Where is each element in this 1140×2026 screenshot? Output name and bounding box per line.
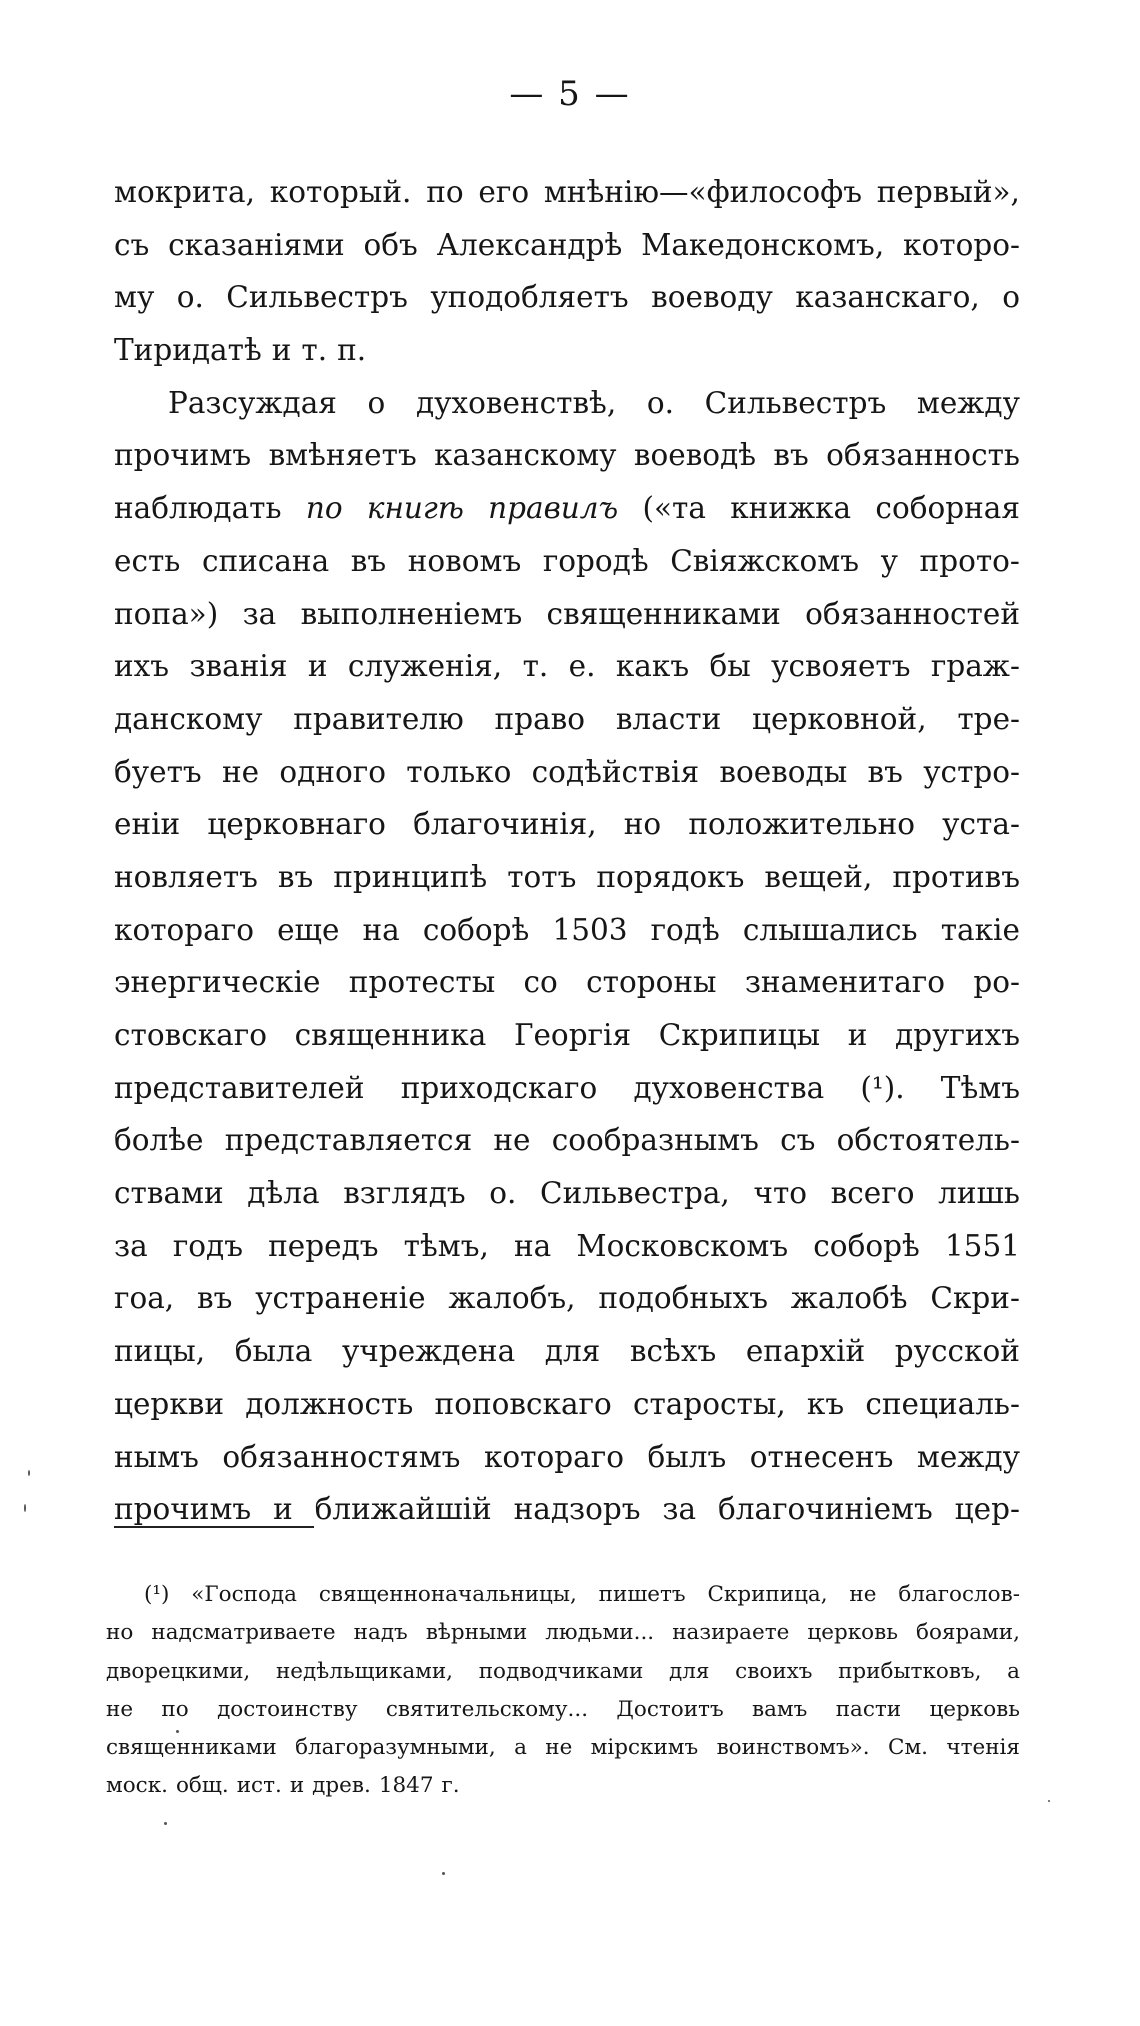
word: (¹) bbox=[144, 1582, 170, 1607]
word: правителю bbox=[293, 701, 464, 736]
word: его bbox=[478, 175, 530, 209]
word: См. bbox=[888, 1735, 929, 1761]
word: воеводу bbox=[651, 280, 773, 315]
word: моск. bbox=[106, 1773, 168, 1799]
word: вамъ bbox=[752, 1696, 808, 1722]
word: усвояетъ bbox=[771, 649, 911, 684]
word: прото- bbox=[919, 543, 1020, 578]
word: (¹). bbox=[860, 1070, 905, 1105]
word: между bbox=[916, 1439, 1020, 1474]
word: мірскимъ bbox=[590, 1735, 699, 1761]
word: мокрита, bbox=[114, 175, 255, 209]
word: только bbox=[406, 754, 512, 789]
word: передъ bbox=[268, 1228, 379, 1263]
word: («та bbox=[642, 491, 706, 526]
text-line bbox=[114, 482, 1020, 535]
word: а bbox=[1007, 1658, 1020, 1684]
word: русской bbox=[894, 1334, 1020, 1369]
word: г. bbox=[441, 1773, 460, 1799]
word: Сильвестръ bbox=[226, 280, 408, 315]
word: не bbox=[545, 1735, 573, 1761]
word: годѣ bbox=[650, 912, 720, 947]
word: церковнаго bbox=[207, 807, 386, 842]
word: нымъ bbox=[114, 1439, 199, 1474]
footnote-line bbox=[106, 1614, 1020, 1652]
word: былъ bbox=[647, 1439, 727, 1474]
word: знаменитаго bbox=[744, 965, 946, 1000]
word: подобныхъ bbox=[598, 1281, 768, 1316]
footnote-divider bbox=[114, 1526, 314, 1528]
word: противъ bbox=[892, 859, 1020, 894]
word: власти bbox=[615, 701, 722, 736]
word: о. bbox=[646, 385, 674, 420]
word: прибытковъ, bbox=[838, 1658, 982, 1684]
text-line bbox=[114, 535, 1020, 588]
word: тотъ bbox=[507, 859, 577, 894]
word: благочиніемъ bbox=[718, 1492, 933, 1527]
word: тѣмъ, bbox=[403, 1228, 489, 1263]
word: чтенія bbox=[946, 1735, 1020, 1761]
word: устраненіе bbox=[255, 1281, 426, 1316]
word: къ bbox=[806, 1386, 845, 1421]
word: городѣ bbox=[542, 543, 649, 578]
text-line bbox=[114, 588, 1020, 641]
text-line bbox=[114, 1062, 1020, 1115]
word: для bbox=[669, 1658, 710, 1684]
word: церковь bbox=[929, 1696, 1020, 1722]
word: сообразнымъ bbox=[551, 1123, 759, 1158]
word: Георгія bbox=[513, 1018, 632, 1052]
word: дворецкими, bbox=[106, 1658, 251, 1684]
word: а bbox=[514, 1735, 527, 1761]
scan-speck bbox=[1048, 1800, 1050, 1802]
word: вмѣняетъ bbox=[268, 438, 417, 473]
text-line bbox=[114, 1009, 1020, 1062]
word: о bbox=[1002, 280, 1020, 315]
word: со bbox=[523, 965, 558, 1000]
word: и bbox=[307, 649, 328, 684]
word: обязанность bbox=[826, 438, 1020, 473]
footnote-line bbox=[106, 1767, 1020, 1805]
word: Московскомъ bbox=[576, 1228, 789, 1263]
word: о. bbox=[489, 1176, 517, 1211]
word: и bbox=[847, 1018, 868, 1052]
word: уподобляетъ bbox=[430, 280, 629, 315]
word: обязанностямъ bbox=[222, 1439, 461, 1474]
text-line bbox=[114, 1325, 1020, 1378]
word: наблюдать bbox=[114, 491, 282, 526]
word: боярами, bbox=[916, 1620, 1020, 1646]
word: годъ bbox=[172, 1228, 243, 1263]
text-line bbox=[114, 1167, 1020, 1220]
word: Скри- bbox=[930, 1281, 1020, 1316]
word: недѣльщиками, bbox=[275, 1658, 454, 1684]
text-line bbox=[114, 904, 1020, 957]
scan-speck bbox=[176, 1730, 179, 1733]
word: надъ bbox=[353, 1620, 408, 1646]
word: не bbox=[106, 1696, 134, 1722]
scan-speck bbox=[24, 1504, 26, 1512]
word: которо- bbox=[903, 227, 1020, 262]
word: у bbox=[880, 543, 898, 578]
text-line bbox=[114, 166, 1020, 219]
word: всего bbox=[830, 1176, 915, 1211]
word: воеводѣ bbox=[633, 438, 757, 473]
footnote-line bbox=[106, 1691, 1020, 1729]
word: прочимъ bbox=[114, 1492, 252, 1527]
word: церковной, bbox=[752, 701, 927, 736]
word: святительскому... bbox=[385, 1696, 589, 1722]
text-line bbox=[114, 956, 1020, 1009]
word: своихъ bbox=[735, 1658, 813, 1684]
word: не bbox=[493, 1123, 531, 1158]
word: который. bbox=[269, 175, 412, 209]
word: 1503 bbox=[552, 912, 628, 947]
word: духовенства bbox=[633, 1070, 825, 1105]
word: въ bbox=[350, 543, 387, 578]
text-line bbox=[114, 798, 1020, 851]
word: новомъ bbox=[407, 543, 522, 578]
word: Разсуждая bbox=[168, 385, 337, 420]
word: данскому bbox=[114, 701, 263, 736]
footnote-line bbox=[106, 1653, 1020, 1691]
footnote-line bbox=[106, 1576, 1020, 1614]
word: и bbox=[271, 333, 292, 368]
word: казанскаго, bbox=[795, 280, 980, 315]
word: съ bbox=[780, 1123, 816, 1158]
word: другихъ bbox=[895, 1018, 1020, 1052]
word: по bbox=[305, 491, 343, 526]
word: устро- bbox=[923, 754, 1020, 789]
scan-speck bbox=[28, 1470, 30, 1476]
word: сказаніями bbox=[168, 227, 345, 262]
word: Скрипица, bbox=[707, 1582, 828, 1607]
scan-speck bbox=[442, 1872, 445, 1875]
word: т. bbox=[522, 649, 549, 684]
word: для bbox=[544, 1334, 601, 1369]
word: еще bbox=[277, 912, 340, 947]
footnote bbox=[106, 1576, 1020, 1806]
word: право bbox=[494, 701, 586, 736]
word: лишь bbox=[938, 1176, 1020, 1211]
text-line bbox=[114, 746, 1020, 799]
word: 1551 bbox=[944, 1228, 1020, 1263]
word: священноначальницы, bbox=[318, 1582, 577, 1607]
word: одного bbox=[279, 754, 386, 789]
word: священниками bbox=[106, 1735, 277, 1761]
word: ближайшій bbox=[314, 1492, 492, 1527]
word: книжка bbox=[730, 491, 852, 526]
scan-speck bbox=[164, 1822, 167, 1825]
word: мнѣнію—«философъ bbox=[543, 175, 862, 209]
word: людьми... bbox=[545, 1620, 655, 1646]
word: за bbox=[662, 1492, 697, 1527]
word: церковь bbox=[807, 1620, 898, 1646]
word: но bbox=[106, 1620, 134, 1646]
word: подводчиками bbox=[478, 1658, 644, 1684]
word: первый», bbox=[876, 175, 1020, 209]
word: «Господа bbox=[191, 1582, 297, 1607]
word: по bbox=[161, 1696, 189, 1722]
word: не bbox=[221, 754, 260, 789]
word: о bbox=[367, 385, 386, 420]
word: ствами bbox=[114, 1176, 224, 1211]
text-line bbox=[114, 1220, 1020, 1273]
word: въ bbox=[867, 754, 903, 789]
word: старосты, bbox=[632, 1386, 786, 1421]
text-line bbox=[114, 640, 1020, 693]
word: Скрипицы bbox=[658, 1018, 821, 1052]
word: древ. bbox=[312, 1773, 371, 1799]
word: есть bbox=[114, 543, 181, 578]
word: буетъ bbox=[114, 754, 202, 789]
word: е. bbox=[568, 649, 596, 684]
word: списана bbox=[201, 543, 330, 578]
word: книгѣ bbox=[366, 491, 464, 526]
text-line bbox=[114, 1378, 1020, 1431]
word: дѣла bbox=[247, 1176, 320, 1211]
word: но bbox=[623, 807, 662, 842]
word: гоа, bbox=[114, 1281, 175, 1316]
word: п. bbox=[337, 333, 367, 368]
word: какъ bbox=[615, 649, 690, 684]
word: званія bbox=[189, 649, 288, 684]
word: правилъ bbox=[488, 491, 619, 526]
word: Сильвестръ bbox=[704, 385, 887, 420]
word: вѣрными bbox=[425, 1620, 528, 1646]
word: должность bbox=[245, 1386, 414, 1421]
word: за bbox=[114, 1228, 148, 1263]
word: жалобъ, bbox=[448, 1281, 576, 1316]
word: котораго bbox=[114, 912, 254, 947]
text-line bbox=[114, 851, 1020, 904]
word: въ bbox=[197, 1281, 233, 1316]
word: Александрѣ bbox=[436, 227, 623, 262]
word: о. bbox=[176, 280, 204, 315]
text-line bbox=[114, 377, 1020, 430]
word: служенія, bbox=[347, 649, 503, 684]
word: священника bbox=[294, 1018, 487, 1052]
word: и bbox=[289, 1773, 305, 1799]
word: болѣе bbox=[114, 1123, 204, 1158]
word: содѣйствія bbox=[531, 754, 700, 789]
word: не bbox=[849, 1582, 877, 1607]
text-line bbox=[114, 219, 1020, 272]
word: 1847 bbox=[378, 1773, 434, 1799]
word: учреждена bbox=[341, 1334, 516, 1369]
word: Тѣмъ bbox=[940, 1070, 1020, 1105]
page-number: — 5 — bbox=[509, 74, 631, 114]
word: назираете bbox=[672, 1620, 790, 1646]
word: обстоятель- bbox=[836, 1123, 1020, 1158]
word: пицы, bbox=[114, 1334, 206, 1369]
word: представителей bbox=[114, 1070, 365, 1105]
text-line bbox=[114, 1431, 1020, 1484]
word: Тиридатѣ bbox=[114, 333, 262, 368]
word: церкви bbox=[114, 1386, 225, 1421]
word: стороны bbox=[586, 965, 717, 1000]
word: протесты bbox=[348, 965, 496, 1000]
word: приходскаго bbox=[400, 1070, 598, 1105]
word: му bbox=[114, 280, 155, 315]
body-text bbox=[114, 166, 1020, 1536]
word: Достоитъ bbox=[616, 1696, 724, 1722]
word: благослов- bbox=[898, 1582, 1020, 1607]
word: ист. bbox=[236, 1773, 282, 1799]
word: благочинія, bbox=[413, 807, 597, 842]
word: на bbox=[362, 912, 400, 947]
word: специаль- bbox=[865, 1386, 1020, 1421]
word: объ bbox=[363, 227, 418, 262]
word: была bbox=[234, 1334, 313, 1369]
word: благоразумными, bbox=[295, 1735, 496, 1761]
word: соборная bbox=[875, 491, 1020, 526]
word: священниками bbox=[546, 596, 781, 631]
word: стовскаго bbox=[114, 1018, 267, 1052]
word: уста- bbox=[942, 807, 1020, 842]
word: поповскаго bbox=[434, 1386, 612, 1421]
word: представляется bbox=[224, 1123, 473, 1158]
word: положительно bbox=[688, 807, 916, 842]
word: духовенствѣ, bbox=[415, 385, 617, 420]
word: попа») bbox=[114, 596, 219, 631]
word: цер- bbox=[954, 1492, 1020, 1527]
text-line bbox=[114, 693, 1020, 746]
word: казанскому bbox=[434, 438, 617, 473]
word: съ bbox=[114, 227, 150, 262]
word: надсматриваете bbox=[151, 1620, 336, 1646]
text-line bbox=[114, 1114, 1020, 1167]
word: слышались bbox=[742, 912, 918, 947]
word: еніи bbox=[114, 807, 181, 842]
word: на bbox=[514, 1228, 552, 1263]
word: воеводы bbox=[719, 754, 848, 789]
word: достоинству bbox=[217, 1696, 358, 1722]
word: граж- bbox=[930, 649, 1020, 684]
word: епархій bbox=[745, 1334, 866, 1369]
word: отнесенъ bbox=[749, 1439, 894, 1474]
word: тре- bbox=[957, 701, 1020, 736]
word: обязанностей bbox=[805, 596, 1020, 631]
word: прочимъ bbox=[114, 438, 252, 473]
word: соборѣ bbox=[813, 1228, 920, 1263]
word: за bbox=[242, 596, 277, 631]
word: ихъ bbox=[114, 649, 170, 684]
word: бы bbox=[709, 649, 751, 684]
text-line bbox=[114, 324, 1020, 377]
word: надзоръ bbox=[513, 1492, 641, 1527]
word: между bbox=[916, 385, 1020, 420]
word: въ bbox=[277, 859, 314, 894]
word: энергическіе bbox=[114, 965, 321, 1000]
word: выполненіемъ bbox=[300, 596, 523, 631]
word: такіе bbox=[940, 912, 1020, 947]
word: жалобѣ bbox=[790, 1281, 908, 1316]
word: въ bbox=[773, 438, 809, 473]
word: т. bbox=[301, 333, 328, 368]
word: общ. bbox=[175, 1773, 229, 1799]
word: новляетъ bbox=[114, 859, 258, 894]
word: всѣхъ bbox=[629, 1334, 717, 1369]
word: что bbox=[753, 1176, 808, 1211]
word: Свіяжскомъ bbox=[670, 543, 860, 578]
footnote-line bbox=[106, 1729, 1020, 1767]
word: порядокъ bbox=[596, 859, 745, 894]
word: и bbox=[273, 1492, 293, 1527]
text-line bbox=[114, 1272, 1020, 1325]
word: вещей, bbox=[764, 859, 873, 894]
word: по bbox=[426, 175, 464, 209]
word: пасти bbox=[835, 1696, 902, 1722]
word: Сильвестра, bbox=[540, 1176, 730, 1211]
word: пишетъ bbox=[598, 1582, 686, 1607]
word: котораго bbox=[483, 1439, 624, 1474]
text-line bbox=[114, 271, 1020, 324]
word: взглядъ bbox=[343, 1176, 466, 1211]
word: воинствомъ». bbox=[716, 1735, 870, 1761]
word: Македонскомъ, bbox=[641, 227, 885, 262]
word: принципѣ bbox=[333, 859, 488, 894]
word: ро- bbox=[973, 965, 1020, 1000]
text-line bbox=[114, 429, 1020, 482]
word: соборѣ bbox=[422, 912, 530, 947]
